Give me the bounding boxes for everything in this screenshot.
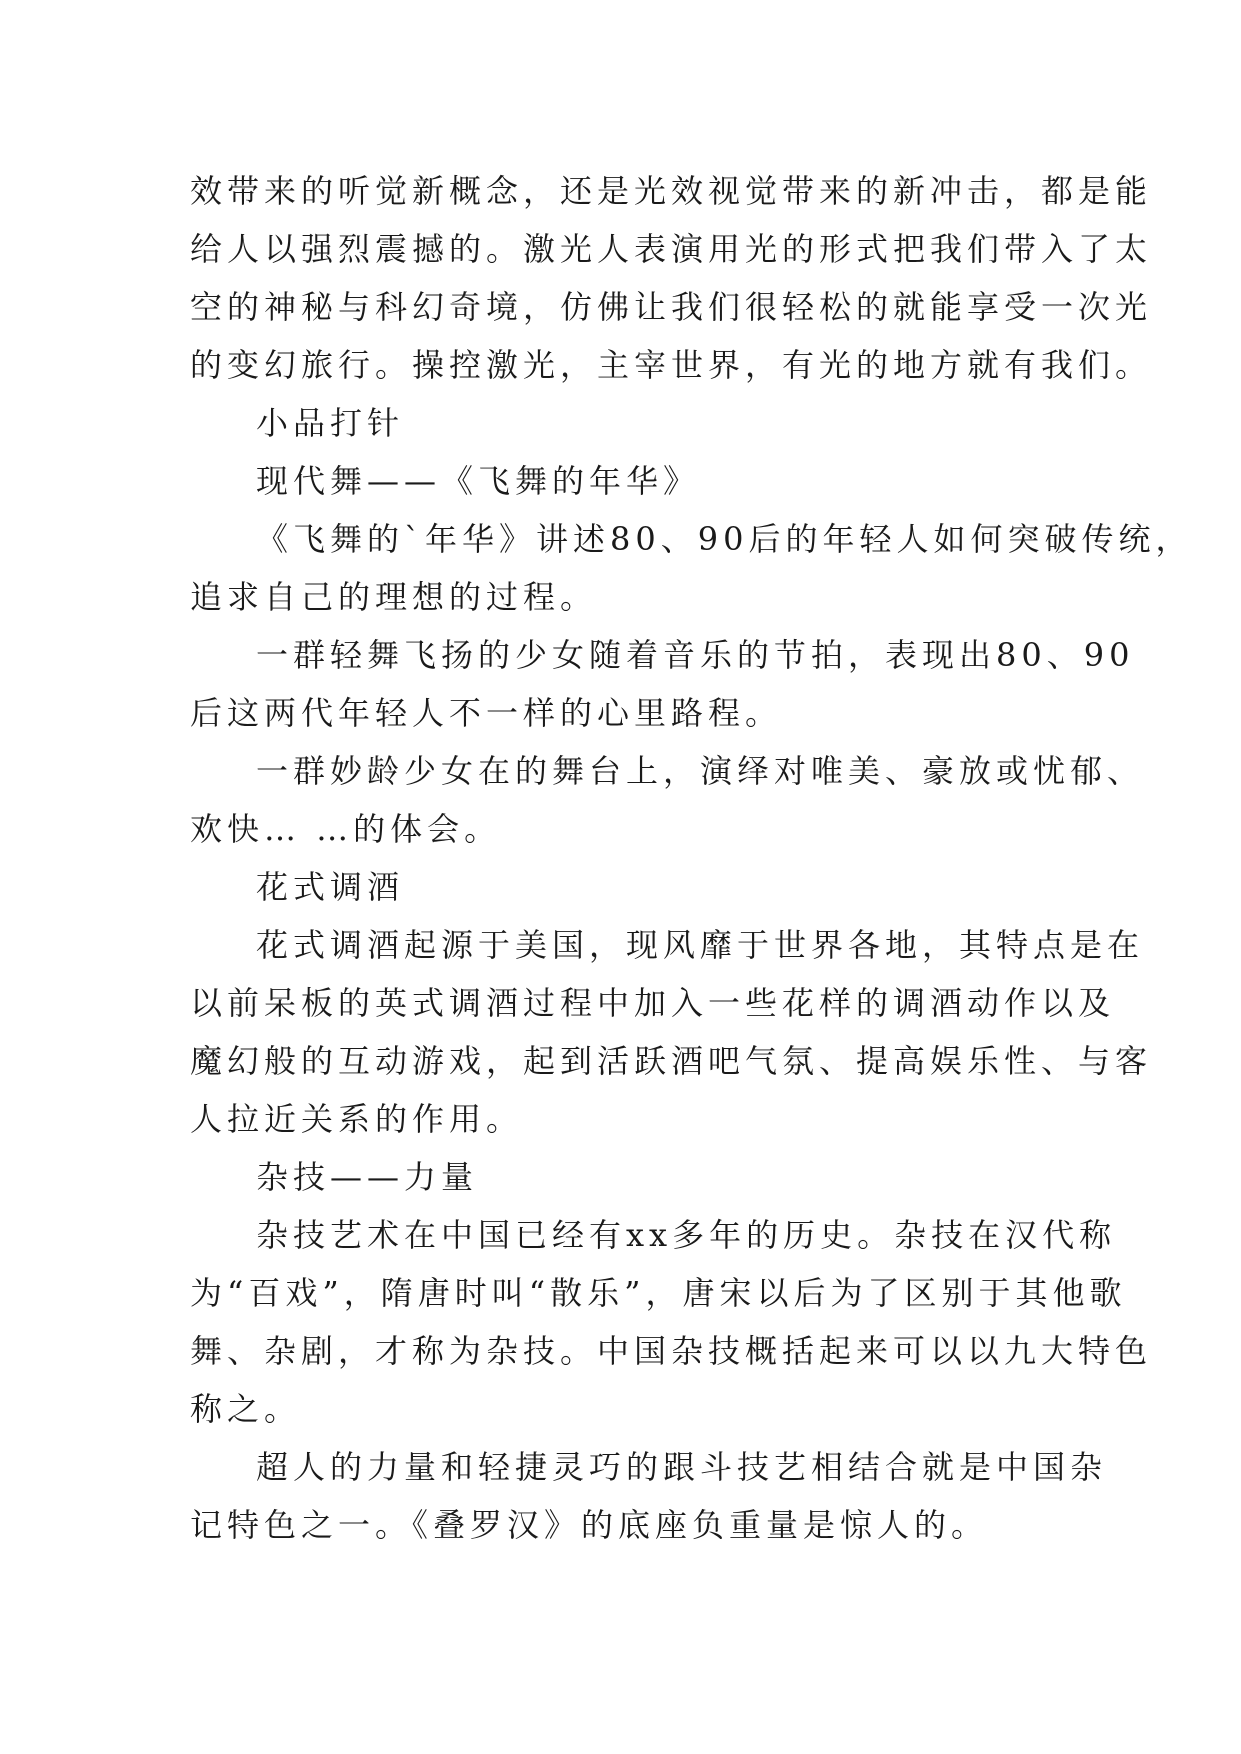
paragraph-line: 人拉近关系的作用。 <box>190 1100 524 1138</box>
paragraph-line: 为“百戏”，隋唐时叫“散乐”，唐宋以后为了区别于其他歌 <box>190 1274 1127 1312</box>
paragraph-line: 花式调酒起源于美国，现风靡于世界各地，其特点是在 <box>256 926 1145 964</box>
paragraph-line: 给人以强烈震撼的。激光人表演用光的形式把我们带入了太 <box>190 230 1153 268</box>
paragraph-line: 的变幻旅行。操控激光，主宰世界，有光的地方就有我们。 <box>190 346 1153 384</box>
paragraph-line: 魔幻般的互动游戏，起到活跃酒吧气氛、提高娱乐性、与客 <box>190 1042 1153 1080</box>
paragraph-line: 后这两代年轻人不一样的心里路程。 <box>190 694 783 732</box>
paragraph-line: 舞、杂剧，才称为杂技。中国杂技概括起来可以以九大特色 <box>190 1332 1153 1370</box>
paragraph-line: 欢快… …的体会。 <box>190 810 502 848</box>
paragraph-line: 称之。 <box>190 1390 302 1428</box>
section-heading: 花式调酒 <box>256 868 405 906</box>
section-heading: 小品打针 <box>256 404 405 442</box>
paragraph-line: 追求自己的理想的过程。 <box>190 578 598 616</box>
paragraph-line: 空的神秘与科幻奇境，仿佛让我们很轻松的就能享受一次光 <box>190 288 1153 326</box>
document-body <box>190 162 1193 1554</box>
section-heading: 杂技——力量 <box>256 1158 479 1196</box>
paragraph-line: 记特色之一。《叠罗汉》的底座负重量是惊人的。 <box>190 1506 989 1544</box>
paragraph-line: 超人的力量和轻捷灵巧的跟斗技艺相结合就是中国杂 <box>256 1448 1108 1486</box>
paragraph-line: 《飞舞的`年华》讲述80、90后的年轻人如何突破传统， <box>256 520 1193 558</box>
paragraph-line: 以前呆板的英式调酒过程中加入一些花样的调酒动作以及 <box>190 984 1116 1022</box>
paragraph-line: 杂技艺术在中国已经有xx多年的历史。杂技在汉代称 <box>256 1216 1117 1254</box>
paragraph-line: 一群轻舞飞扬的少女随着音乐的节拍，表现出80、90 <box>256 636 1135 674</box>
section-heading: 现代舞——《飞舞的年华》 <box>256 462 701 500</box>
paragraph-line: 一群妙龄少女在的舞台上，演绎对唯美、豪放或忧郁、 <box>256 752 1145 790</box>
paragraph-line: 效带来的听觉新概念，还是光效视觉带来的新冲击，都是能 <box>190 172 1153 210</box>
